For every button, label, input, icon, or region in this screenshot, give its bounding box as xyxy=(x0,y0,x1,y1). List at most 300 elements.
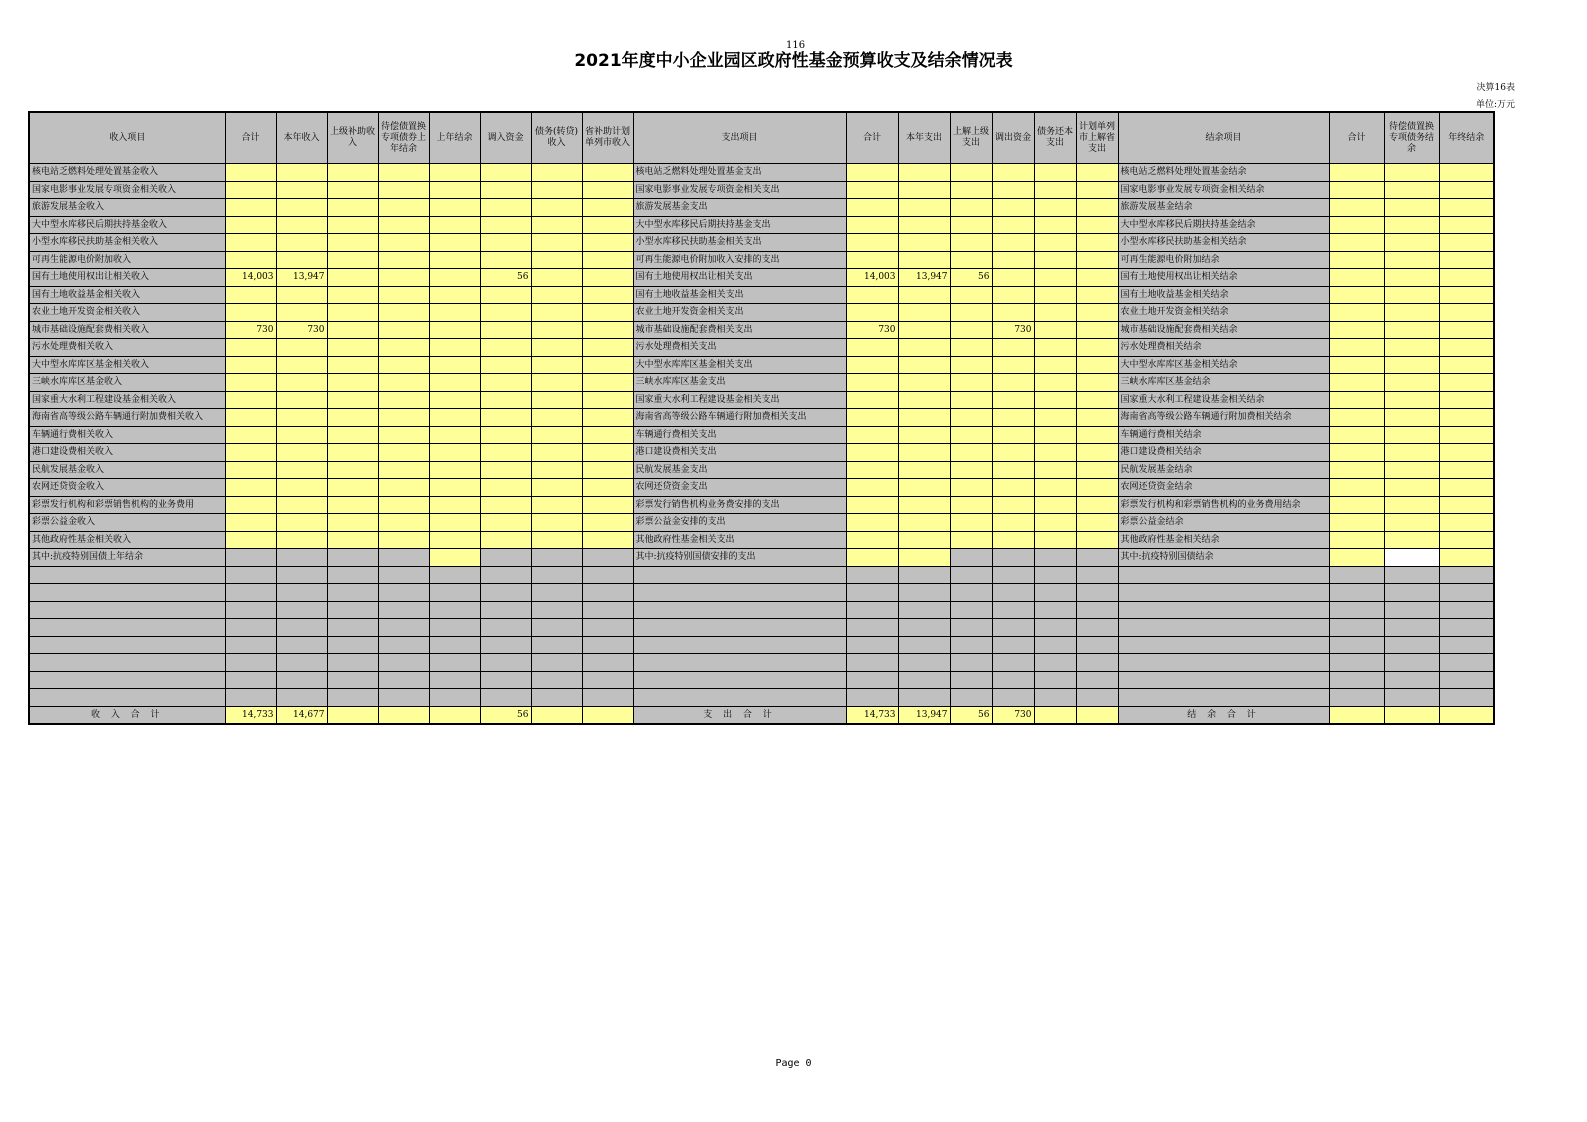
income-value-cell xyxy=(225,216,276,234)
expense-value-cell xyxy=(898,496,950,514)
income-value-cell xyxy=(480,304,531,322)
expense-value-cell xyxy=(950,461,992,479)
income-value-cell xyxy=(429,339,480,357)
expense-value-cell xyxy=(950,321,992,339)
income-value-cell xyxy=(531,426,582,444)
balance-item-label: 大中型水库库区基金相关结余 xyxy=(1118,356,1329,374)
expense-item-label: 港口建设费相关支出 xyxy=(633,444,846,462)
expense-value-cell xyxy=(1034,514,1076,532)
income-total-cell xyxy=(327,706,378,724)
empty-cell xyxy=(29,654,225,672)
balance-value-cell xyxy=(1329,216,1384,234)
empty-cell xyxy=(992,601,1034,619)
expense-value-cell xyxy=(992,164,1034,182)
income-total-cell xyxy=(378,706,429,724)
empty-cell xyxy=(531,566,582,584)
expense-value-cell xyxy=(898,339,950,357)
empty-cell xyxy=(378,566,429,584)
expense-value-cell xyxy=(950,164,992,182)
income-value-cell xyxy=(531,374,582,392)
empty-cell xyxy=(1329,566,1384,584)
expense-value-cell xyxy=(1076,531,1118,549)
income-value-cell xyxy=(582,496,633,514)
income-value-cell xyxy=(429,444,480,462)
expense-value-cell xyxy=(950,549,992,567)
income-value-cell xyxy=(429,514,480,532)
table-row xyxy=(29,391,1494,409)
balance-value-cell xyxy=(1384,269,1439,287)
expense-value-cell xyxy=(1076,216,1118,234)
income-value-cell xyxy=(378,496,429,514)
empty-cell xyxy=(1034,636,1076,654)
expense-value-cell xyxy=(1034,164,1076,182)
expense-value-cell xyxy=(1034,251,1076,269)
expense-item-label: 三峡水库库区基金支出 xyxy=(633,374,846,392)
expense-value-cell xyxy=(898,461,950,479)
expense-value-cell xyxy=(950,444,992,462)
balance-value-cell xyxy=(1439,426,1494,444)
expense-value-cell xyxy=(1076,461,1118,479)
empty-cell xyxy=(1076,636,1118,654)
expense-value-cell xyxy=(1076,251,1118,269)
table-row xyxy=(29,304,1494,322)
expense-item-label: 可再生能源电价附加收入安排的支出 xyxy=(633,251,846,269)
balance-value-cell xyxy=(1439,374,1494,392)
empty-row xyxy=(29,619,1494,637)
empty-cell xyxy=(898,654,950,672)
income-value-cell xyxy=(582,444,633,462)
expense-value-cell xyxy=(898,251,950,269)
income-value-cell xyxy=(582,374,633,392)
expense-item-label: 旅游发展基金支出 xyxy=(633,199,846,217)
expense-value-cell xyxy=(992,426,1034,444)
income-value-cell xyxy=(378,426,429,444)
empty-cell xyxy=(1076,619,1118,637)
income-value-cell xyxy=(480,444,531,462)
income-value-cell xyxy=(327,199,378,217)
income-value-cell xyxy=(531,444,582,462)
expense-value-cell xyxy=(950,286,992,304)
column-header: 债务(转贷)收入 xyxy=(531,112,582,164)
column-header: 收入项目 xyxy=(29,112,225,164)
expense-item-label: 农网还贷资金支出 xyxy=(633,479,846,497)
table-row xyxy=(29,286,1494,304)
expense-item-label: 城市基础设施配套费相关支出 xyxy=(633,321,846,339)
expense-value-cell xyxy=(1076,304,1118,322)
income-value-cell xyxy=(480,164,531,182)
balance-value-cell xyxy=(1329,549,1384,567)
empty-cell xyxy=(429,619,480,637)
balance-value-cell xyxy=(1439,199,1494,217)
expense-total-cell: 56 xyxy=(950,706,992,724)
income-value-cell xyxy=(582,426,633,444)
empty-cell xyxy=(378,636,429,654)
income-value-cell xyxy=(582,304,633,322)
column-header: 待偿债置换专项债务结余 xyxy=(1384,112,1439,164)
expense-value-cell xyxy=(950,251,992,269)
expense-value-cell xyxy=(1034,321,1076,339)
expense-value-cell xyxy=(898,164,950,182)
income-value-cell xyxy=(429,426,480,444)
expense-value-cell xyxy=(992,269,1034,287)
income-value-cell xyxy=(429,531,480,549)
empty-cell xyxy=(1439,671,1494,689)
empty-cell xyxy=(1329,584,1384,602)
balance-value-cell xyxy=(1439,234,1494,252)
expense-value-cell xyxy=(846,251,898,269)
income-value-cell xyxy=(480,549,531,567)
income-value-cell xyxy=(429,164,480,182)
income-value-cell: 13,947 xyxy=(276,269,327,287)
balance-value-cell xyxy=(1439,444,1494,462)
expense-value-cell xyxy=(846,286,898,304)
income-value-cell xyxy=(327,391,378,409)
empty-cell xyxy=(480,566,531,584)
expense-item-label: 国有土地收益基金相关支出 xyxy=(633,286,846,304)
empty-cell xyxy=(1076,654,1118,672)
empty-cell xyxy=(1118,671,1329,689)
expense-value-cell xyxy=(898,549,950,567)
balance-value-cell xyxy=(1384,549,1439,567)
column-header: 省补助计划单列市收入 xyxy=(582,112,633,164)
income-value-cell xyxy=(531,321,582,339)
income-value-cell xyxy=(378,514,429,532)
income-value-cell xyxy=(276,496,327,514)
expense-value-cell xyxy=(1034,479,1076,497)
income-total-cell: 14,677 xyxy=(276,706,327,724)
empty-cell xyxy=(225,619,276,637)
empty-cell xyxy=(633,636,846,654)
income-item-label: 小型水库移民扶助基金相关收入 xyxy=(29,234,225,252)
income-value-cell xyxy=(531,164,582,182)
balance-value-cell xyxy=(1439,496,1494,514)
income-item-label: 国有土地使用权出让相关收入 xyxy=(29,269,225,287)
empty-cell xyxy=(898,584,950,602)
empty-cell xyxy=(633,566,846,584)
empty-cell xyxy=(898,619,950,637)
expense-item-label: 彩票发行销售机构业务费安排的支出 xyxy=(633,496,846,514)
table-row xyxy=(29,374,1494,392)
table-row xyxy=(29,514,1494,532)
page-number-top: 116 xyxy=(786,40,806,51)
expense-value-cell xyxy=(992,181,1034,199)
income-value-cell xyxy=(225,391,276,409)
expense-value-cell xyxy=(846,199,898,217)
empty-cell xyxy=(992,671,1034,689)
income-value-cell xyxy=(378,374,429,392)
income-value-cell xyxy=(378,304,429,322)
balance-total-label: 结 余 合 计 xyxy=(1118,706,1329,724)
empty-cell xyxy=(29,584,225,602)
expense-value-cell xyxy=(846,304,898,322)
income-value-cell xyxy=(225,304,276,322)
empty-cell xyxy=(1034,689,1076,707)
income-value-cell xyxy=(225,339,276,357)
empty-cell xyxy=(480,689,531,707)
income-value-cell xyxy=(480,321,531,339)
empty-cell xyxy=(1329,619,1384,637)
table-row xyxy=(29,251,1494,269)
expense-value-cell: 13,947 xyxy=(898,269,950,287)
balance-item-label: 其他政府性基金相关结余 xyxy=(1118,531,1329,549)
income-value-cell xyxy=(276,444,327,462)
income-value-cell xyxy=(276,356,327,374)
income-value-cell xyxy=(276,251,327,269)
empty-cell xyxy=(950,654,992,672)
expense-value-cell xyxy=(1076,199,1118,217)
balance-item-label: 车辆通行费相关结余 xyxy=(1118,426,1329,444)
table-row xyxy=(29,531,1494,549)
empty-cell xyxy=(1034,584,1076,602)
income-value-cell xyxy=(327,164,378,182)
column-header: 合计 xyxy=(1329,112,1384,164)
totals-row xyxy=(29,706,1494,724)
income-total-cell xyxy=(582,706,633,724)
expense-value-cell xyxy=(992,356,1034,374)
income-value-cell xyxy=(480,514,531,532)
balance-value-cell xyxy=(1384,531,1439,549)
empty-cell xyxy=(633,619,846,637)
income-value-cell xyxy=(480,479,531,497)
expense-value-cell xyxy=(1076,549,1118,567)
balance-item-label: 核电站乏燃料处理处置基金结余 xyxy=(1118,164,1329,182)
income-item-label: 海南省高等级公路车辆通行附加费相关收入 xyxy=(29,409,225,427)
income-value-cell xyxy=(429,251,480,269)
income-value-cell xyxy=(327,549,378,567)
income-value-cell xyxy=(225,199,276,217)
expense-value-cell xyxy=(992,391,1034,409)
empty-cell xyxy=(992,636,1034,654)
column-header: 调入资金 xyxy=(480,112,531,164)
expense-item-label: 车辆通行费相关支出 xyxy=(633,426,846,444)
balance-value-cell xyxy=(1329,391,1384,409)
empty-cell xyxy=(950,689,992,707)
expense-value-cell xyxy=(1034,409,1076,427)
empty-cell xyxy=(1076,566,1118,584)
expense-value-cell xyxy=(846,164,898,182)
expense-value-cell xyxy=(1034,496,1076,514)
balance-item-label: 国家重大水利工程建设基金相关结余 xyxy=(1118,391,1329,409)
empty-cell xyxy=(429,584,480,602)
income-value-cell xyxy=(582,479,633,497)
column-header: 调出资金 xyxy=(992,112,1034,164)
expense-value-cell xyxy=(1034,286,1076,304)
income-value-cell xyxy=(480,181,531,199)
balance-value-cell xyxy=(1329,181,1384,199)
column-header: 上年结余 xyxy=(429,112,480,164)
expense-value-cell xyxy=(1034,444,1076,462)
empty-row xyxy=(29,671,1494,689)
empty-cell xyxy=(846,619,898,637)
balance-value-cell xyxy=(1329,234,1384,252)
empty-row xyxy=(29,601,1494,619)
income-item-label: 农业土地开发资金相关收入 xyxy=(29,304,225,322)
expense-value-cell xyxy=(898,531,950,549)
income-item-label: 民航发展基金收入 xyxy=(29,461,225,479)
expense-value-cell xyxy=(846,496,898,514)
empty-cell xyxy=(225,584,276,602)
expense-value-cell xyxy=(992,251,1034,269)
balance-value-cell xyxy=(1439,216,1494,234)
income-value-cell xyxy=(327,409,378,427)
income-value-cell: 730 xyxy=(276,321,327,339)
income-value-cell xyxy=(378,216,429,234)
expense-value-cell xyxy=(992,479,1034,497)
empty-cell xyxy=(582,636,633,654)
income-value-cell xyxy=(276,409,327,427)
income-item-label: 国家重大水利工程建设基金相关收入 xyxy=(29,391,225,409)
balance-value-cell xyxy=(1439,409,1494,427)
empty-cell xyxy=(1439,619,1494,637)
balance-value-cell xyxy=(1384,199,1439,217)
income-value-cell xyxy=(429,461,480,479)
expense-value-cell xyxy=(992,234,1034,252)
income-value-cell xyxy=(276,426,327,444)
income-item-label: 国家电影事业发展专项资金相关收入 xyxy=(29,181,225,199)
column-header: 上解上级支出 xyxy=(950,112,992,164)
income-value-cell xyxy=(276,216,327,234)
table-row xyxy=(29,496,1494,514)
income-value-cell xyxy=(531,391,582,409)
empty-cell xyxy=(1118,654,1329,672)
expense-value-cell xyxy=(950,234,992,252)
empty-cell xyxy=(633,654,846,672)
income-value-cell xyxy=(480,409,531,427)
expense-value-cell xyxy=(898,444,950,462)
income-value-cell xyxy=(276,531,327,549)
income-value-cell xyxy=(531,409,582,427)
empty-cell xyxy=(480,654,531,672)
empty-cell xyxy=(1384,636,1439,654)
balance-value-cell xyxy=(1439,181,1494,199)
income-value-cell xyxy=(480,461,531,479)
expense-value-cell xyxy=(898,321,950,339)
income-value-cell xyxy=(225,356,276,374)
expense-value-cell xyxy=(950,304,992,322)
table-row xyxy=(29,216,1494,234)
income-value-cell xyxy=(429,304,480,322)
empty-cell xyxy=(378,654,429,672)
empty-cell xyxy=(1076,601,1118,619)
empty-cell xyxy=(1118,566,1329,584)
income-value-cell xyxy=(276,514,327,532)
income-value-cell xyxy=(225,549,276,567)
expense-item-label: 核电站乏燃料处理处置基金支出 xyxy=(633,164,846,182)
balance-value-cell xyxy=(1329,374,1384,392)
empty-cell xyxy=(276,584,327,602)
income-value-cell xyxy=(225,531,276,549)
expense-value-cell xyxy=(1034,426,1076,444)
balance-value-cell xyxy=(1384,216,1439,234)
empty-cell xyxy=(378,671,429,689)
empty-cell xyxy=(327,584,378,602)
expense-value-cell xyxy=(1076,234,1118,252)
expense-value-cell xyxy=(950,496,992,514)
expense-total-cell: 13,947 xyxy=(898,706,950,724)
income-value-cell xyxy=(531,461,582,479)
empty-cell xyxy=(378,689,429,707)
income-value-cell xyxy=(480,199,531,217)
empty-cell xyxy=(992,689,1034,707)
empty-cell xyxy=(429,601,480,619)
expense-value-cell xyxy=(950,181,992,199)
expense-value-cell xyxy=(898,216,950,234)
empty-cell xyxy=(1329,601,1384,619)
empty-row xyxy=(29,689,1494,707)
income-value-cell xyxy=(531,514,582,532)
empty-cell xyxy=(225,636,276,654)
income-item-label: 其他政府性基金相关收入 xyxy=(29,531,225,549)
balance-value-cell xyxy=(1384,461,1439,479)
balance-value-cell xyxy=(1384,181,1439,199)
empty-cell xyxy=(846,566,898,584)
expense-value-cell xyxy=(992,304,1034,322)
empty-cell xyxy=(429,566,480,584)
income-value-cell xyxy=(582,409,633,427)
empty-row xyxy=(29,636,1494,654)
expense-value-cell xyxy=(950,531,992,549)
income-value-cell xyxy=(531,339,582,357)
income-value-cell xyxy=(378,549,429,567)
expense-total-label: 支 出 合 计 xyxy=(633,706,846,724)
empty-row xyxy=(29,584,1494,602)
income-value-cell xyxy=(480,426,531,444)
balance-value-cell xyxy=(1439,549,1494,567)
expense-value-cell xyxy=(898,426,950,444)
empty-cell xyxy=(1118,636,1329,654)
empty-cell xyxy=(531,689,582,707)
income-value-cell xyxy=(378,391,429,409)
empty-row xyxy=(29,654,1494,672)
expense-value-cell xyxy=(1076,269,1118,287)
balance-item-label: 民航发展基金结余 xyxy=(1118,461,1329,479)
empty-cell xyxy=(950,671,992,689)
empty-cell xyxy=(1118,689,1329,707)
expense-value-cell xyxy=(1034,356,1076,374)
expense-value-cell xyxy=(846,444,898,462)
expense-value-cell: 730 xyxy=(846,321,898,339)
income-value-cell xyxy=(327,426,378,444)
empty-cell xyxy=(276,566,327,584)
income-value-cell xyxy=(480,339,531,357)
expense-value-cell xyxy=(846,514,898,532)
empty-cell xyxy=(633,671,846,689)
empty-cell xyxy=(327,671,378,689)
expense-value-cell xyxy=(950,374,992,392)
income-item-label: 车辆通行费相关收入 xyxy=(29,426,225,444)
empty-cell xyxy=(531,619,582,637)
expense-value-cell xyxy=(950,339,992,357)
balance-item-label: 国有土地使用权出让相关结余 xyxy=(1118,269,1329,287)
income-value-cell xyxy=(531,479,582,497)
income-value-cell xyxy=(327,531,378,549)
empty-cell xyxy=(992,584,1034,602)
empty-cell xyxy=(378,619,429,637)
empty-cell xyxy=(1439,689,1494,707)
empty-cell xyxy=(1384,689,1439,707)
table-row xyxy=(29,339,1494,357)
empty-cell xyxy=(327,566,378,584)
income-value-cell xyxy=(225,234,276,252)
income-value-cell xyxy=(378,181,429,199)
balance-item-label: 大中型水库移民后期扶持基金结余 xyxy=(1118,216,1329,234)
expense-value-cell xyxy=(950,391,992,409)
income-value-cell xyxy=(582,286,633,304)
expense-value-cell xyxy=(1034,199,1076,217)
balance-total-cell xyxy=(1439,706,1494,724)
balance-item-label: 农业土地开发资金相关结余 xyxy=(1118,304,1329,322)
balance-value-cell xyxy=(1384,391,1439,409)
